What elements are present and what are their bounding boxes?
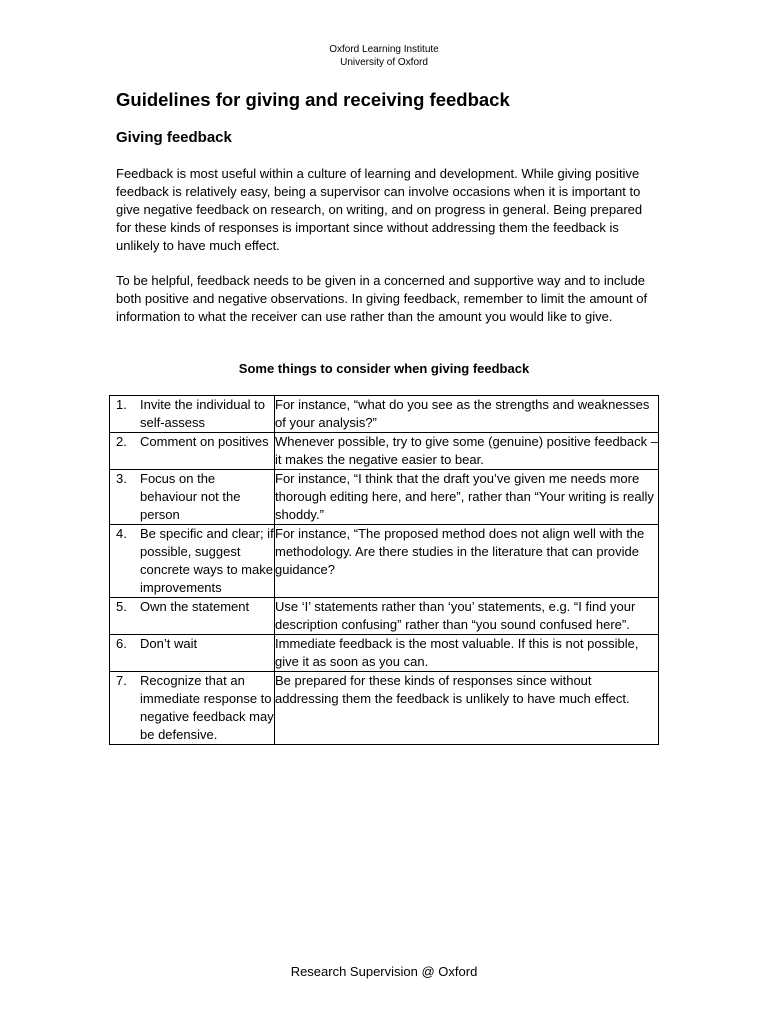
page-footer: Research Supervision @ Oxford	[290, 964, 478, 979]
row-label-cell	[110, 433, 275, 470]
row-label-cell	[110, 396, 275, 433]
section-title: Giving feedback	[116, 129, 232, 146]
table-row	[110, 470, 659, 525]
row-label: Be specific and clear; if possible, suggest concrete ways to make improvements	[140, 526, 274, 595]
helpful-feedback-paragraph: To be helpful, feedback needs to be given in a concerned and supportive way and to include both positive and negative observations. In giving feedback, remember to limit the amount of information to what the receiver can use rather than the amount you would like to give.	[116, 273, 648, 324]
row-number: 1.	[116, 397, 127, 412]
feedback-table	[109, 395, 659, 745]
row-detail: Be prepared for these kinds of responses since without addressing them the feedback is unlikely to have much effect.	[275, 672, 659, 745]
table-row	[110, 672, 659, 745]
row-detail: For instance, “I think that the draft you’ve given me needs more thorough editing here, and here”, rather than “Your writing is really shoddy.”	[275, 470, 659, 525]
row-label: Own the statement	[140, 599, 250, 614]
row-number: 2.	[116, 434, 127, 449]
table-caption: Some things to consider when giving feedback	[238, 361, 530, 376]
row-number: 4.	[116, 526, 127, 541]
row-detail: Use ‘I’ statements rather than ‘you’ statements, e.g. “I find your description confusing” rather than “you sound confused here”.	[275, 598, 659, 635]
row-number: 3.	[116, 471, 127, 486]
page-header	[0, 43, 768, 69]
row-label-cell	[110, 470, 275, 525]
table-row	[110, 396, 659, 433]
intro-paragraph: Feedback is most useful within a culture of learning and development. While giving positive feedback is relatively easy, being a supervisor can involve occasions when it is important to give negative feedback on research, on writing, and on progress in general. Being prepared for these kinds of responses is important since without addressing them the feedback is unlikely to have much effect.	[116, 166, 643, 253]
row-label-cell	[110, 598, 275, 635]
row-detail: For instance, “what do you see as the strengths and weaknesses of your analysis?”	[275, 396, 659, 433]
row-number: 7.	[116, 673, 127, 688]
row-label: Focus on the behaviour not the person	[140, 471, 241, 522]
row-detail: For instance, “The proposed method does not align well with the methodology. Are there studies in the literature that can provide guidance?	[275, 525, 659, 598]
institute-name: Oxford Learning Institute	[329, 44, 439, 55]
row-detail: Immediate feedback is the most valuable. If this is not possible, give it as soon as you can.	[275, 635, 659, 672]
row-label: Don’t wait	[140, 636, 198, 651]
row-label: Recognize that an immediate response to negative feedback may be defensive.	[140, 673, 274, 742]
row-detail: Whenever possible, try to give some (genuine) positive feedback – it makes the negative easier to bear.	[275, 433, 659, 470]
document-title: Guidelines for giving and receiving feedback	[116, 89, 510, 110]
row-number: 6.	[116, 636, 127, 651]
table-row	[110, 525, 659, 598]
table-row	[110, 598, 659, 635]
row-label: Comment on positives	[140, 434, 269, 449]
row-label-cell	[110, 635, 275, 672]
row-label-cell	[110, 672, 275, 745]
table-row	[110, 635, 659, 672]
table-row	[110, 433, 659, 470]
row-number: 5.	[116, 599, 127, 614]
university-name: University of Oxford	[340, 57, 428, 68]
row-label-cell	[110, 525, 275, 598]
row-label: Invite the individual to self-assess	[140, 397, 266, 430]
